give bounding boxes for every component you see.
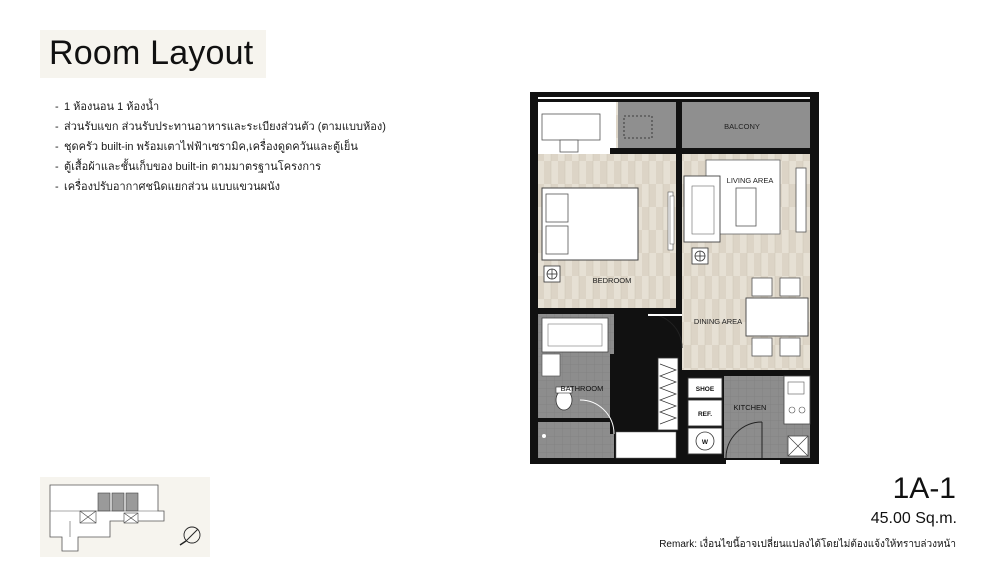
bullet-dash: -: [55, 161, 59, 173]
wardrobe: [658, 358, 678, 430]
bullet-dash: -: [55, 141, 59, 153]
washer-label: W: [701, 439, 709, 446]
bullet-dash: -: [55, 101, 59, 113]
feature-text: 1 ห้องนอน 1 ห้องน้ำ: [64, 101, 160, 113]
ref-label: REF.: [697, 411, 713, 418]
balcony-label: BALCONY: [724, 122, 760, 131]
wall-bedroom-living: [676, 148, 682, 308]
dining-table: [746, 298, 808, 336]
tv-console: [796, 168, 806, 232]
key-plan: [40, 477, 210, 557]
living-label: LIVING AREA: [726, 176, 774, 185]
unit-area: 45.00 Sq.m.: [870, 510, 957, 527]
feature-text: เครื่องปรับอากาศชนิดแยกส่วน แบบแขวนผนัง: [64, 181, 280, 193]
unit-type: 1A-1: [892, 472, 956, 505]
feature-item: [55, 97, 386, 117]
dining-chair: [780, 338, 800, 356]
feature-item: [55, 117, 386, 137]
bullet-dash: -: [55, 181, 59, 193]
desk: [542, 114, 600, 140]
balcony-floor: [618, 102, 810, 148]
shoe-label: SHOE: [695, 386, 715, 393]
feature-item: [55, 137, 386, 157]
bedroom-label: BEDROOM: [592, 276, 632, 285]
feature-item: [55, 157, 386, 177]
dining-chair: [752, 338, 772, 356]
dining-chair: [780, 278, 800, 296]
page-title: Room Layout: [49, 34, 254, 72]
bullet-dash: -: [55, 121, 59, 133]
feature-text: ชุดครัว built-in พร้อมเตาไฟฟ้าเซรามิค,เครื่องดูดควันและตู้เย็น: [64, 141, 358, 153]
remark-note: Remark: เงื่อนไขนี้อาจเปลี่ยนแปลงได้โดยไม่ต้องแจ้งให้ทราบล่วงหน้า: [659, 539, 956, 550]
coffee-table: [736, 188, 756, 226]
kitchen-label: KITCHEN: [733, 403, 767, 412]
bathroom-label: BATHROOM: [560, 384, 604, 393]
feature-item: [55, 177, 386, 197]
feature-list: [55, 97, 386, 197]
dining-chair: [752, 278, 772, 296]
highlighted-unit: [98, 493, 110, 511]
feature-text: ส่วนรับแขก ส่วนรับประทานอาหารและระเบียงส่วนตัว (ตามแบบห้อง): [64, 121, 386, 133]
dining-label: DINING AREA: [693, 317, 743, 326]
feature-text: ตู้เสื้อผ้าและชั้นเก็บของ built-in ตามมาตรฐานโครงการ: [64, 161, 322, 173]
floor-plan: [530, 92, 819, 464]
